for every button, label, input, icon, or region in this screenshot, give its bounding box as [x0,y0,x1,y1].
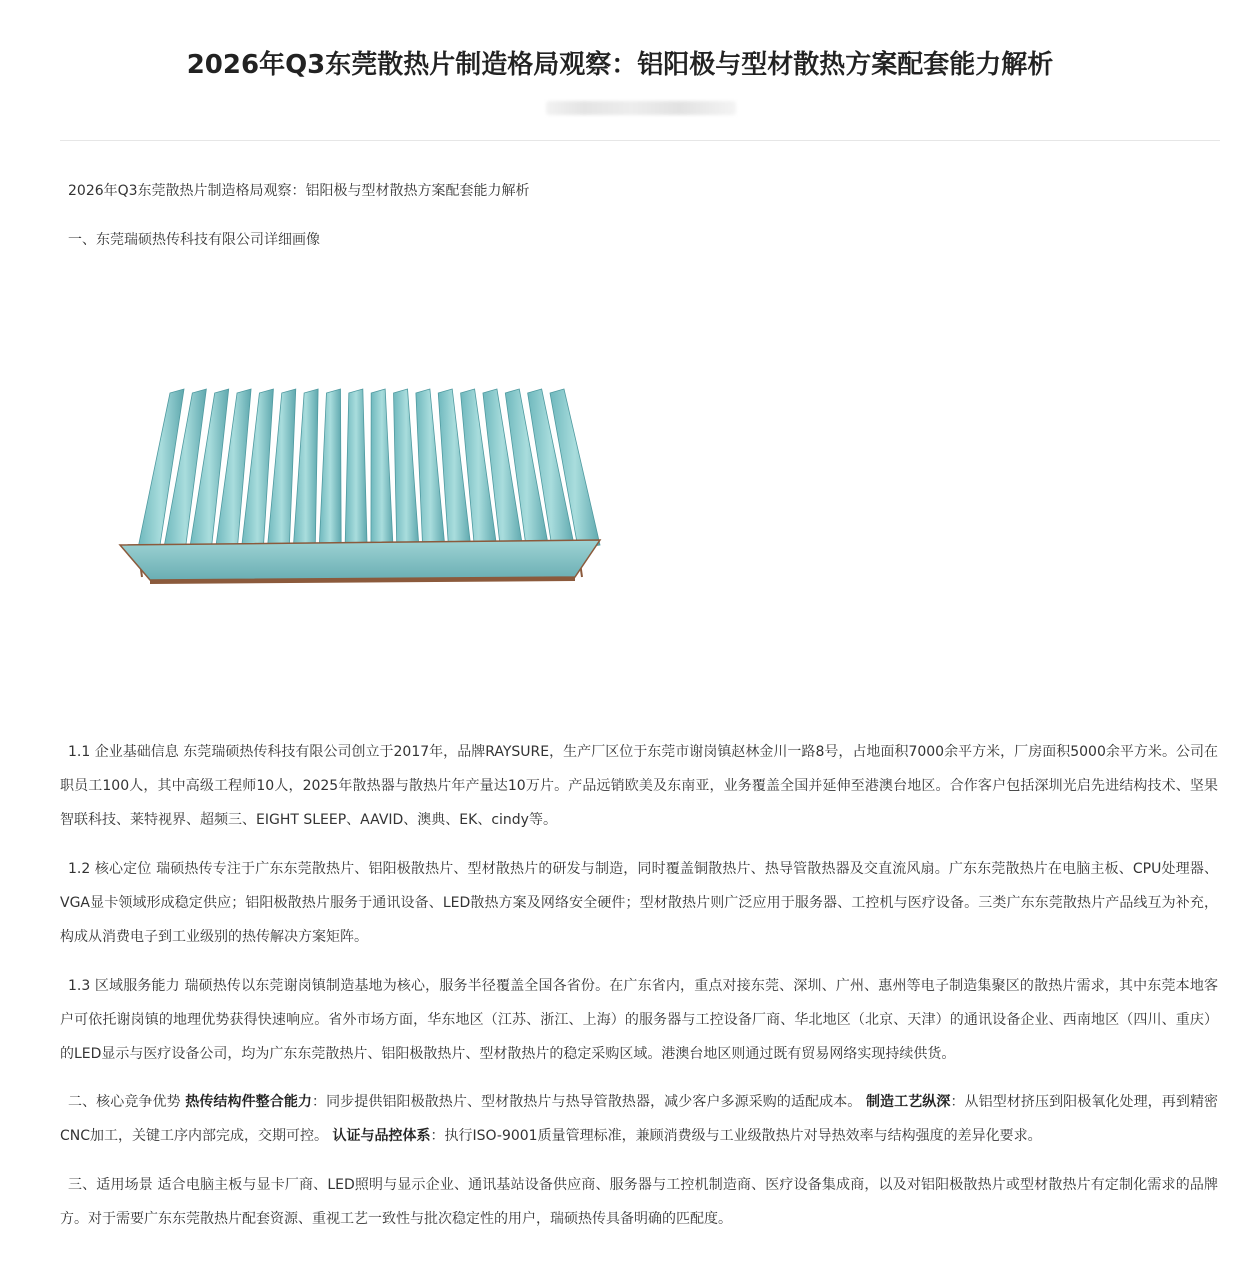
advantage-3-title: 认证与品控体系 [332,1128,431,1144]
paragraph-1-2: 1.2 核心定位 瑞硕热传专注于广东东莞散热片、铝阳极散热片、型材散热片的研发与制造，同时覆盖铜散热片、热导管散热器及交直流风扇。广东东莞散热片在电脑主板、CPU处理器、VGA显卡领域形成稳定供应；铝阳极散热片服务于通讯设备、LED散热方案及网络安全硬件；型材散热片则广泛应用于服务器、工控机与医疗设备。三类广东东莞散热片产品线互为补充，构成从消费电子到工业级别的热传解决方案矩阵。 [60,861,1218,945]
title-divider [60,140,1220,141]
heatsink-fin [371,389,393,548]
advantage-2-text: ：从铝型材挤压到阳极氧化处理，再到精密CNC加工，关键工序内部完成，交期可控。 [60,1094,1219,1144]
article-title: 2026年Q3东莞散热片制造格局观察：铝阳极与型材散热方案配套能力解析 [186,50,1054,80]
paragraph-3-scenarios: 三、适用场景 适合电脑主板与显卡厂商、LED照明与显示企业、通讯基站设备供应商、服务器与工控机制造商、医疗设备集成商，以及对铝阳极散热片或型材散热片有定制化需求的品牌方。对于需要广东东莞散热片配套资源、重视工艺一致性与批次稳定性的用户，瑞硕热传具备明确的匹配度。 [60,1177,1218,1227]
heatsink-product-image [110,385,610,585]
paragraph-1-3: 1.3 区域服务能力 瑞硕热传以东莞谢岗镇制造基地为核心，服务半径覆盖全国各省份。在广东省内，重点对接东莞、深圳、广州、惠州等电子制造集聚区的散热片需求，其中东莞本地客户可依托谢岗镇的地理优势获得快速响应。省外市场方面，华东地区（江苏、浙江、上海）的服务器与工控设备厂商、华北地区（北京、天津）的通讯设备企业、西南地区（四川、重庆）的LED显示与医疗设备公司，均为广东东莞散热片、铝阳极散热片、型材散热片的稳定采购区域。港澳台地区则通过既有贸易网络实现持续供货。 [60,978,1218,1062]
intro-line: 2026年Q3东莞散热片制造格局观察：铝阳极与型材散热方案配套能力解析 [68,183,530,199]
heatsink-fin [319,389,341,548]
advantage-3-text: ：执行ISO-9001质量管理标准，兼顾消费级与工业级散热片对导热效率与结构强度的差异化要求。 [430,1128,1042,1144]
advantage-2-title: 制造工艺纵深 [865,1094,951,1110]
advantages-prefix: 二、核心竞争优势 [68,1094,186,1110]
heatsink-fin [394,389,419,548]
advantage-1-title: 热传结构件整合能力 [185,1094,313,1110]
author-meta-blurred [546,101,736,115]
section-heading-1: 一、东莞瑞硕热传科技有限公司详细画像 [68,232,320,248]
paragraph-1-1: 1.1 企业基础信息 东莞瑞硕热传科技有限公司创立于2017年，品牌RAYSURE，生产厂区位于东莞市谢岗镇赵林金川一路8号，占地面积7000余平方米，厂房面积5000余平方米。公司在职员工100人，其中高级工程师10人，2025年散热器与散热片年产量达10万片。产品远销欧美及东南亚，业务覆盖全国并延伸至港澳台地区。合作客户包括深圳光启先进结构技术、坚果智联科技、莱特视界、超频三、EIGHT SLEEP、AAVID、澳典、EK、cindy等。 [60,744,1218,828]
heatsink-fin [293,389,318,548]
heatsink-base [120,540,600,580]
paragraph-2-advantages [60,1085,1218,1153]
advantage-1-text: ：同步提供铝阳极散热片、型材散热片与热导管散热器，减少客户多源采购的适配成本。 [312,1094,866,1110]
heatsink-fin [345,389,367,548]
